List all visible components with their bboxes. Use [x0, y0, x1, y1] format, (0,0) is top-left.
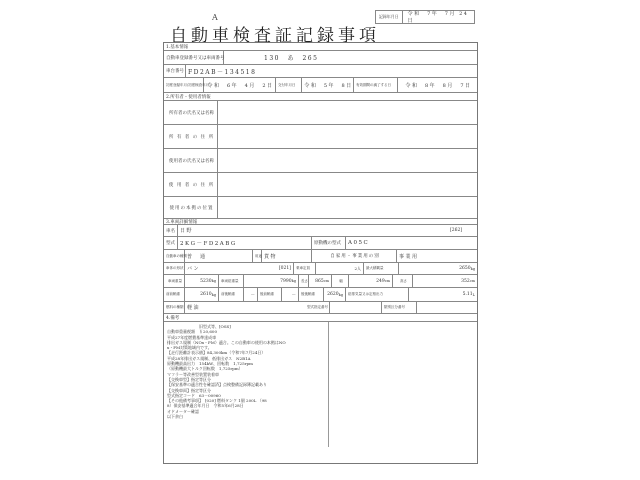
- owner-address-label: 所 有 者 の 住 所: [164, 125, 218, 148]
- fuel-value: 軽油: [187, 305, 201, 311]
- rear-axle-label: 後後軸重: [299, 288, 324, 301]
- section-3-heading: 3.車両詳細情報: [164, 219, 477, 225]
- first-reg-value: 令和 6年 4月 2日: [204, 78, 276, 92]
- base-location-label: 使用の本拠の位置: [164, 197, 218, 218]
- capacity-label: 乗車定員: [294, 263, 316, 274]
- body-code: [021]: [262, 263, 294, 274]
- section-2-heading: 2.所有者・使用者情報: [164, 93, 477, 101]
- user-name-value: [218, 149, 477, 172]
- owner-address-row: [164, 125, 477, 149]
- max-load-number: 2650: [459, 266, 471, 271]
- first-reg-label: 初度登録年月/初度検査年月: [164, 78, 204, 92]
- width-unit: cm: [384, 279, 390, 283]
- document-mark: A: [212, 13, 218, 22]
- user-address-label: 使 用 者 の 住 所: [164, 173, 218, 196]
- length-label: 長さ: [299, 275, 309, 287]
- body-value: バン: [187, 266, 201, 272]
- chassis-row: [164, 65, 477, 78]
- front-axle-number: 2610: [200, 292, 212, 297]
- rear-front-value: －: [282, 288, 299, 301]
- base-location-row: [164, 197, 477, 219]
- record-date-label: 記録年月日: [376, 11, 403, 23]
- front-axle-unit: kg: [211, 292, 216, 297]
- width-value: [349, 275, 393, 287]
- private-label: 自家用・事業用の別: [312, 250, 397, 262]
- gross-weight-unit: kg: [291, 279, 296, 283]
- record-date-value: 令和 7年 7月 24日: [407, 11, 469, 24]
- rear-axle-number: 2620: [327, 292, 339, 297]
- user-name-label: 使用者の氏名又は名称: [164, 149, 218, 172]
- user-address-value: [218, 173, 477, 196]
- length-value: [309, 275, 332, 287]
- rear-axle-value: [324, 288, 346, 301]
- issue-label: 交付年月日: [276, 78, 302, 92]
- front-rear-label: 前後軸重: [219, 288, 244, 301]
- width-label: 幅: [332, 275, 349, 287]
- gross-weight-label: 車両総重量: [219, 275, 244, 287]
- base-location-value: [218, 197, 477, 218]
- weight-value: [185, 275, 219, 287]
- private-value: 事業用: [399, 253, 419, 260]
- registration-row: [164, 51, 477, 65]
- weight-unit: kg: [211, 279, 216, 283]
- displacement-label: 総排気量又は定格出力: [346, 288, 409, 301]
- rear-front-label: 後前軸重: [258, 288, 282, 301]
- fuel-row: [164, 302, 477, 314]
- user-name-row: [164, 149, 477, 173]
- section-4-heading: 4.備考: [164, 314, 477, 322]
- remarks-text: 旧型式等、[OSS] 自動車重量税額 ￥20,600 平成27年度燃費基準達成車 排出ガス規制（NOx・PM）適合。この自動車の使用の本拠はNO x・PM対策地域内です。 【走行距離計表示値】84,300km（令和7年7月24日） 平成28年排出ガス規制、低排出ガス N2B1A 原動機最高出力 154kW、回転数 1,725rpm （原動機最大トルク回転数 1,725rpm） マフラー等改善型装置装着車 【交換車型】指定等区分 【保安基準の適合性を確認済】点検整備記録簿記載あり 【交換車両】指定等区分 型式指定コード 63－00960 【その他備考事項】 [020] 燃料タンク 1個 200L （98 8）保安基準適合年月日 令和5年6月28日 オドメーター確認 以下余白: [164, 322, 329, 447]
- max-load-unit: kg: [470, 266, 475, 271]
- engine-value: A05C: [348, 240, 370, 246]
- front-rear-value: －: [244, 288, 258, 301]
- designation-value: [330, 302, 382, 313]
- maker-row: [164, 225, 477, 237]
- category-label: 類別区分番号: [382, 302, 417, 313]
- gross-weight-value: [244, 275, 299, 287]
- section-1-heading: 1.基本情報: [164, 43, 477, 51]
- weight-number: 5230: [200, 278, 212, 284]
- user-address-row: [164, 173, 477, 197]
- maker-value: 日野: [180, 228, 194, 234]
- height-label: 高さ: [393, 275, 413, 287]
- type-label: 自動車の種別: [164, 250, 185, 262]
- designation-label: 型式指定番号: [305, 302, 330, 313]
- registration-value: 130 あ 265: [264, 55, 319, 62]
- model-value: 2KG－FD2ABG: [178, 237, 312, 249]
- type-row: [164, 250, 477, 263]
- use-value: 貨物: [262, 250, 312, 262]
- height-number: 352: [461, 278, 470, 284]
- capacity-value: 2人: [316, 263, 364, 274]
- front-axle-label: 前前軸重: [164, 288, 185, 301]
- rear-axle-unit: kg: [338, 292, 343, 297]
- max-load-label: 最大積載量: [364, 263, 399, 274]
- dates-row: [164, 78, 477, 93]
- gross-weight-number: 7990: [280, 278, 292, 284]
- body-label: 車体の形状: [164, 263, 185, 274]
- height-value: [413, 275, 477, 287]
- engine-label: 原動機の型式: [312, 237, 346, 249]
- front-axle-value: [185, 288, 219, 301]
- displacement-number: 5.11: [462, 292, 473, 297]
- type-value: 普 通: [185, 250, 253, 262]
- maker-code: [262]: [450, 228, 463, 233]
- owner-name-value: [218, 101, 477, 124]
- record-date-box: [375, 10, 475, 24]
- displacement-unit: L: [472, 292, 475, 297]
- weight-label: 車両重量: [164, 275, 185, 287]
- expiry-value: 令和 8年 8月 7日: [405, 82, 472, 89]
- use-label: 用途: [253, 250, 262, 262]
- issue-value: 令和 5年 8日: [302, 78, 354, 92]
- chassis-label: 車台番号: [164, 65, 186, 77]
- model-label: 型式: [164, 237, 178, 249]
- axle-row: [164, 288, 477, 302]
- length-number: 865: [315, 278, 324, 284]
- owner-name-label: 所有者の氏名又は名称: [164, 101, 218, 124]
- length-unit: cm: [323, 279, 329, 283]
- displacement-value: [409, 288, 477, 301]
- owner-address-value: [218, 125, 477, 148]
- body-row: [164, 263, 477, 275]
- width-number: 249: [376, 278, 385, 284]
- inspection-record-form: [163, 42, 478, 464]
- fuel-label: 燃料の種類: [164, 302, 185, 313]
- chassis-value: FD2AB－134518: [188, 68, 257, 76]
- owner-name-row: [164, 101, 477, 125]
- model-row: [164, 237, 477, 250]
- page-title: 自動車検査証記録事項: [170, 26, 380, 46]
- maker-label: 車名: [164, 225, 178, 236]
- height-unit: cm: [469, 279, 475, 283]
- registration-label: 自動車登録番号又は車両番号: [164, 51, 224, 64]
- category-value: [417, 302, 477, 313]
- weight-row: [164, 275, 477, 288]
- max-load-value: [399, 263, 477, 274]
- expiry-label: 有効期間の満了する日: [354, 78, 398, 92]
